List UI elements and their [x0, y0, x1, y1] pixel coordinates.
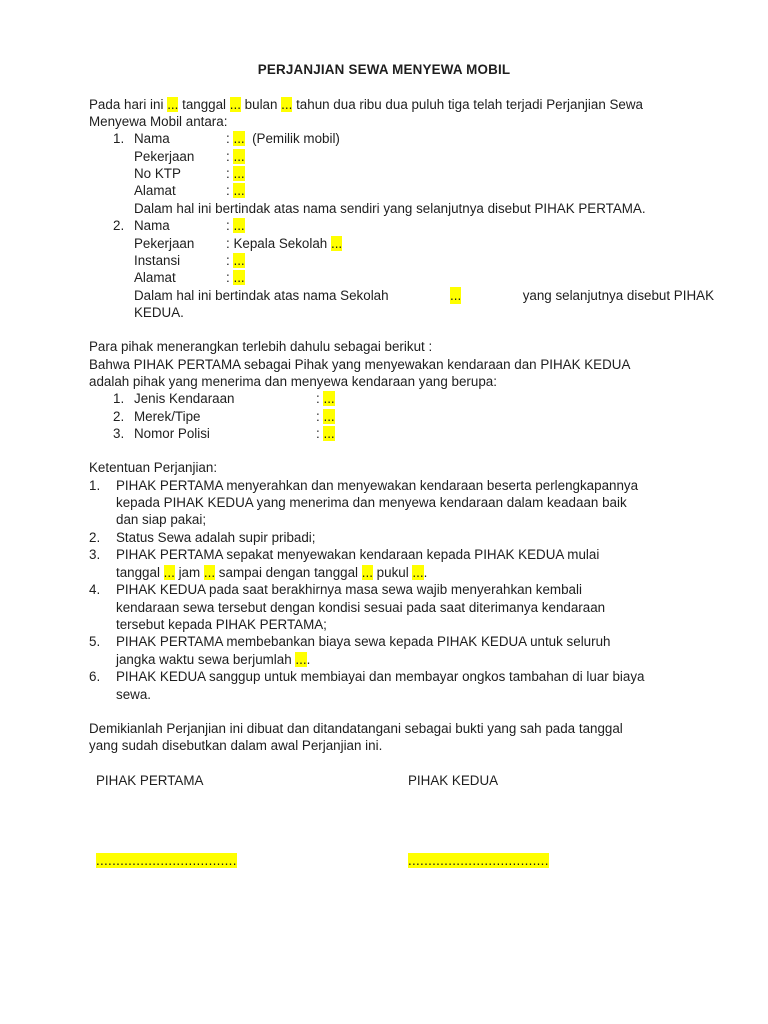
blank-party1-pekerjaan[interactable]: ... [233, 149, 245, 164]
blank-party1-nama[interactable]: ... [233, 131, 245, 146]
closing-line-2: yang sudah disebutkan dalam awal Perjanjian ini. [89, 738, 383, 753]
vehicle-item-number: 1. [113, 391, 125, 406]
party2-nama-value: : ... [226, 218, 245, 233]
blank-end-time[interactable]: ... [412, 565, 424, 580]
blank-jenis-kendaraan[interactable]: ... [323, 391, 335, 406]
party1-alamat-label: Alamat [134, 183, 176, 198]
blank-start-date[interactable]: ... [163, 565, 175, 580]
party1-nama-label: Nama [134, 131, 170, 146]
explain-line-3: adalah pihak yang menerima dan menyewa kendaraan yang berupa: [89, 374, 497, 389]
blank-party2-school-name[interactable]: ... [450, 288, 462, 303]
explain-line-1: Para pihak menerangkan terlebih dahulu sebagai berikut : [89, 339, 433, 354]
party2-statement-line-2: KEDUA. [134, 305, 184, 320]
term-4-line-3: tersebut kepada PIHAK PERTAMA; [116, 617, 327, 632]
term-1-line-1: PIHAK PERTAMA menyerahkan dan menyewakan kendaraan beserta perlengkapannya [116, 478, 639, 493]
vehicle-merek-value: : ... [316, 409, 335, 424]
party2-instansi-value: : ... [226, 253, 245, 268]
term-5-line-1: PIHAK PERTAMA membebankan biaya sewa kepada PIHAK KEDUA untuk seluruh [116, 634, 611, 649]
party1-ktp-label: No KTP [134, 166, 181, 181]
party2-instansi-label: Instansi [134, 253, 181, 268]
blank-party2-nama[interactable]: ... [233, 218, 245, 233]
intro-line-1 [89, 96, 714, 113]
party1-nama-value: : ... (Pemilik mobil) [226, 131, 340, 146]
terms-heading: Ketentuan Perjanjian: [89, 460, 218, 475]
term-number: 5. [89, 634, 101, 649]
party2-alamat-value: : ... [226, 270, 245, 285]
vehicle-polisi-label: Nomor Polisi [134, 426, 210, 441]
party2-pekerjaan-value: : Kepala Sekolah ... [226, 236, 343, 251]
term-3-line-1: PIHAK PERTAMA sepakat menyewakan kendaraan kepada PIHAK KEDUA mulai [116, 547, 600, 562]
term-number: 1. [89, 478, 101, 493]
intro-text-4: tahun dua ribu dua puluh tiga telah terjadi Perjanjian Sewa [296, 97, 643, 112]
blank-party1-alamat[interactable]: ... [233, 183, 245, 198]
term-number: 2. [89, 530, 101, 545]
blank-rental-amount[interactable]: ... [295, 652, 307, 667]
signature-line-pihak-kedua[interactable]: ................................... [408, 853, 549, 868]
signature-label-pihak-kedua: PIHAK KEDUA [408, 773, 499, 788]
vehicle-item-number: 2. [113, 409, 125, 424]
vehicle-item-number: 3. [113, 426, 125, 441]
term-1-line-3: dan siap pakai; [116, 512, 207, 527]
vehicle-jenis-label: Jenis Kendaraan [134, 391, 235, 406]
signature-line-pihak-pertama[interactable]: ................................... [96, 853, 237, 868]
explain-line-2: Bahwa PIHAK PERTAMA sebagai Pihak yang menyewakan kendaraan dan PIHAK KEDUA [89, 357, 631, 372]
party1-ktp-value: : ... [226, 166, 245, 181]
term-3-line-2: tanggal ... jam ... sampai dengan tanggal ... pukul .... [116, 565, 428, 580]
party1-pekerjaan-label: Pekerjaan [134, 149, 195, 164]
term-number: 6. [89, 669, 101, 684]
blank-merek-tipe[interactable]: ... [323, 409, 335, 424]
blank-month[interactable]: ... [281, 97, 293, 112]
party2-alamat-label: Alamat [134, 270, 176, 285]
term-4-line-2: kendaraan sewa tersebut dengan kondisi sesuai pada saat diterimanya kendaraan [116, 600, 606, 615]
term-2-line-1: Status Sewa adalah supir pribadi; [116, 530, 316, 545]
blank-party2-instansi[interactable]: ... [233, 253, 245, 268]
party2-pekerjaan-label: Pekerjaan [134, 236, 195, 251]
party1-number: 1. [113, 131, 125, 146]
closing-line-1: Demikianlah Perjanjian ini dibuat dan ditandatangani sebagai bukti yang sah pada tanggal [89, 721, 623, 736]
party2-statement-line-1: Dalam hal ini bertindak atas nama Sekolah ... yang selanjutnya disebut PIHAK [134, 288, 714, 303]
blank-date[interactable]: ... [229, 97, 241, 112]
blank-end-date[interactable]: ... [361, 565, 373, 580]
blank-party2-alamat[interactable]: ... [233, 270, 245, 285]
blank-day[interactable]: ... [167, 97, 179, 112]
document-title: PERJANJIAN SEWA MENYEWA MOBIL [257, 62, 511, 77]
party1-alamat-value: : ... [226, 183, 245, 198]
party2-nama-label: Nama [134, 218, 170, 233]
blank-party1-ktp[interactable]: ... [233, 166, 245, 181]
term-6-line-1: PIHAK KEDUA sanggup untuk membiayai dan membayar ongkos tambahan di luar biaya [116, 669, 645, 684]
term-4-line-1: PIHAK KEDUA pada saat berakhirnya masa sewa wajib menyerahkan kembali [116, 582, 582, 597]
term-5-line-2: jangka waktu sewa berjumlah .... [116, 652, 311, 667]
vehicle-merek-label: Merek/Tipe [134, 409, 201, 424]
intro-text-2: tanggal [182, 97, 227, 112]
blank-nomor-polisi[interactable]: ... [323, 426, 335, 441]
intro-text-3: bulan [244, 97, 278, 112]
vehicle-jenis-value: : ... [316, 391, 335, 406]
term-number: 4. [89, 582, 101, 597]
party1-nama-note: (Pemilik mobil) [252, 131, 340, 146]
blank-party2-sekolah[interactable]: ... [330, 236, 343, 251]
term-number: 3. [89, 547, 101, 562]
intro-text-1: Pada hari ini [89, 97, 164, 112]
term-1-line-2: kepada PIHAK KEDUA yang menerima dan menyewa kendaraan dalam keadaan baik [116, 495, 627, 510]
signature-label-pihak-pertama: PIHAK PERTAMA [96, 773, 204, 788]
party1-pekerjaan-value: : ... [226, 149, 245, 164]
intro-line-2: Menyewa Mobil antara: [89, 114, 228, 129]
party1-statement: Dalam hal ini bertindak atas nama sendiri yang selanjutnya disebut PIHAK PERTAMA. [134, 201, 646, 216]
term-6-line-2: sewa. [116, 687, 151, 702]
blank-start-time[interactable]: ... [203, 565, 216, 580]
party2-number: 2. [113, 218, 125, 233]
vehicle-polisi-value: : ... [316, 426, 335, 441]
